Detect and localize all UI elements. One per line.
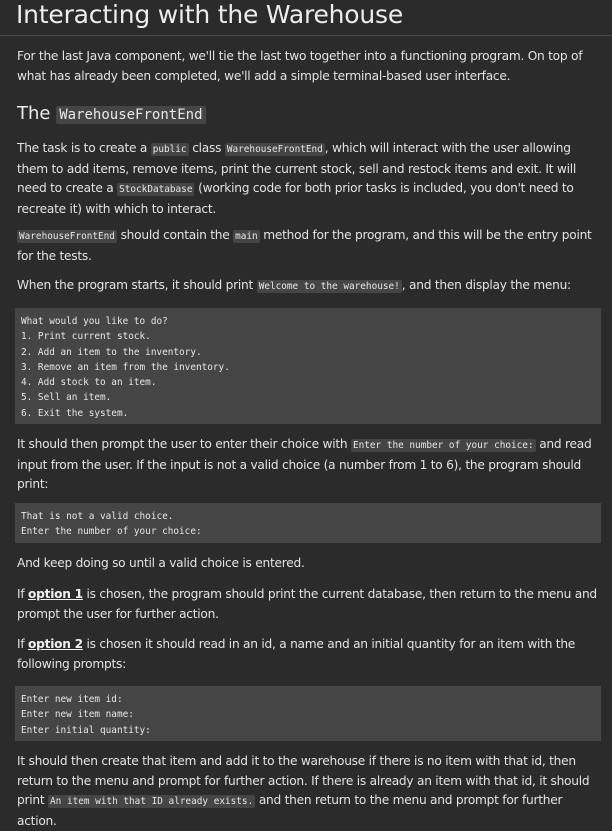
prompt-text-a: It should then prompt the user to enter their choice with — [17, 437, 351, 451]
item-prompt-code-block — [15, 686, 601, 741]
menu-line: 2. Add an item to the inventory. — [21, 346, 202, 358]
section-heading-code: WarehouseFrontEnd — [56, 106, 205, 124]
page-title: Interacting with the Warehouse — [16, 0, 404, 29]
create-item-paragraph — [17, 752, 605, 831]
already-exists-code: An item with that ID already exists. — [50, 796, 254, 808]
option1-text-b: is chosen, the program should print the current database, then return to the menu and prompt the user for further action. — [17, 587, 597, 621]
item-prompt-line: Enter initial quantity: — [21, 724, 151, 736]
task-paragraph — [17, 139, 605, 219]
menu-line: What would you like to do? — [21, 316, 168, 327]
task-text-a: The task is to create a — [17, 141, 151, 155]
option2-text-a: If — [17, 637, 29, 651]
task-text-c: , which will interact with the user allowing them to add items, remove items, print the current stock, sell and restock items and exit. It will need to create a — [17, 141, 577, 196]
item-prompt-line: Enter new item name: — [21, 709, 134, 721]
menu-line: 6. Exit the system. — [21, 407, 129, 419]
public-code: public — [152, 144, 187, 155]
welcome-code: Welcome to the warehouse! — [258, 281, 400, 292]
option-1-link[interactable]: option 1 — [28, 587, 83, 601]
section-heading — [17, 103, 206, 124]
enter-choice-code: Enter the number of your choice: — [352, 440, 534, 451]
startup-text-a: When the program starts, it should print — [17, 278, 257, 292]
startup-text-b: , and then display the menu: — [401, 278, 571, 292]
menu-line: 3. Remove an item from the inventory. — [21, 361, 230, 373]
task-text-b: class — [188, 141, 225, 155]
invalid-code-block — [15, 503, 601, 543]
repeat-paragraph: And keep doing so until a valid choice is entered. — [17, 556, 305, 570]
prompt-text-b: and read input from the user. If the input is not a valid choice (a number from 1 to 6), the program should print: — [17, 437, 592, 492]
intro-paragraph: For the last Java component, we'll tie the last two together into a functioning program. On top of what has already been completed, we'll add a simple terminal-based user interface. — [17, 49, 583, 83]
frontend-code: WarehouseFrontEnd — [19, 231, 115, 242]
menu-line: 5. Sell an item. — [21, 392, 112, 404]
main-code: main — [235, 231, 258, 242]
main-method-paragraph — [17, 226, 605, 266]
option1-text-a: If — [17, 587, 29, 601]
prompt-paragraph — [17, 435, 605, 495]
option2-paragraph — [17, 635, 605, 674]
task-text-d: (working code for both prior tasks is included, you don't need to recreate it) with which to interact. — [17, 181, 574, 216]
option2-text-b: is chosen it should read in an id, a name and an initial quantity for an item with the following prompts: — [17, 637, 576, 671]
menu-line: 1. Print current stock. — [21, 331, 151, 343]
create-text-a: It should then create that item and add it to the warehouse if there is no item with that id, then return to the menu and prompt for further action. If there is already an item with that id, it should print — [17, 754, 590, 808]
main-text-a: should contain the — [116, 228, 234, 242]
section-heading-prefix: The — [17, 103, 57, 124]
invalid-line: Enter the number of your choice: — [21, 526, 202, 538]
create-text-b: and then return to the menu and prompt for further action. — [17, 793, 563, 828]
class-name-code: WarehouseFrontEnd — [226, 144, 323, 155]
option-2-link[interactable]: option 2 — [28, 637, 83, 651]
invalid-line: That is not a valid choice. — [21, 511, 174, 522]
item-prompt-line: Enter new item id: — [21, 694, 123, 705]
menu-line: 4. Add stock to an item. — [21, 377, 157, 389]
stockdatabase-code: StockDatabase — [119, 184, 193, 196]
menu-code-block — [15, 308, 601, 424]
startup-paragraph — [17, 276, 605, 297]
main-text-b: method for the program, and this will be the entry point for the tests. — [17, 228, 592, 263]
option1-paragraph — [17, 585, 605, 624]
